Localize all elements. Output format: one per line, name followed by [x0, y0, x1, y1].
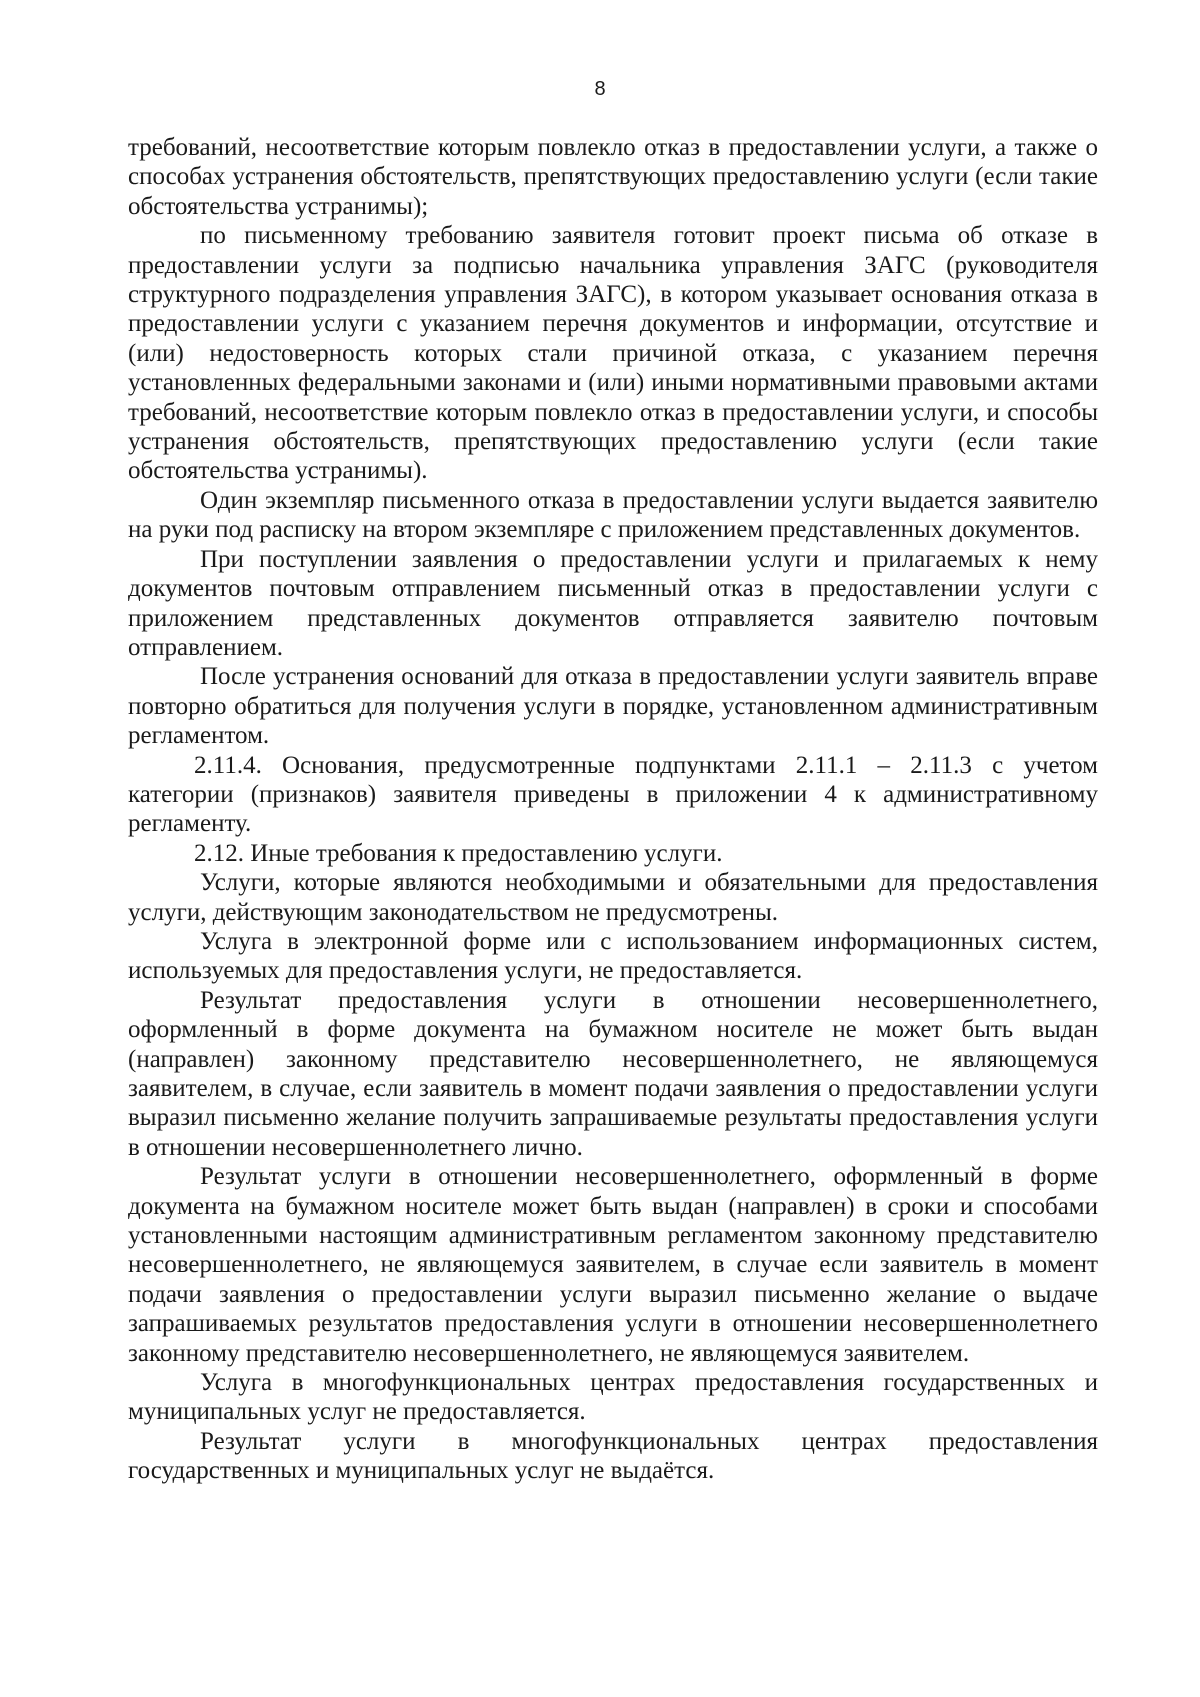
section-2-11-4: 2.11.4. Основания, предусмотренные подпунктами 2.11.1 – 2.11.3 с учетом категории (признаков) заявителя приведены в приложении 4 к административному регламенту.: [128, 751, 1098, 838]
paragraph-minor-result-delivery: Результат услуги в отношении несовершеннолетнего, оформленный в форме документа на бумажном носителе может быть выдан (направлен) в сроки и способами установленными настоящим административным регламентом законному представителю несовершеннолетнего, не являющемуся заявителем, в случае если заявитель в момент подачи заявления о предоставлении услуги выразил письменно желание о выдаче запрашиваемых результатов предоставления услуги в отношении несовершеннолетнего законному представителю несовершеннолетнего, не являющемуся заявителем.: [128, 1163, 1098, 1367]
paragraph-continuation: требований, несоответствие которым повлекло отказ в предоставлении услуги, а также о способах устранения обстоятельств, препятствующих предоставлению услуги (если такие обстоятельства устранимы);: [128, 134, 1098, 220]
paragraph-refusal-copy: Один экземпляр письменного отказа в предоставлении услуги выдается заявителю на руки под расписку на втором экземпляре с приложением представленных документов.: [128, 486, 1098, 544]
paragraph-mandatory-services: Услуги, которые являются необходимыми и обязательными для предоставления услуги, действующим законодательством не предусмотрены.: [128, 869, 1098, 926]
document-body: [128, 133, 1098, 1486]
paragraph-reapplication: После устранения оснований для отказа в предоставлении услуги заявитель вправе повторно обратиться для получения услуги в порядке, установленном административным регламентом.: [128, 663, 1098, 750]
paragraph-mfc-service: Услуга в многофункциональных центрах предоставления государственных и муниципальных услуг не предоставляется.: [128, 1369, 1098, 1426]
paragraph-written-refusal: по письменному требованию заявителя готовит проект письма об отказе в предоставлении услуги за подписью начальника управления ЗАГС (руководителя структурного подразделения управления ЗАГС), в котором указывает основания отказа в предоставлении услуги с указанием перечня документов и информации, отсутствие и (или) недостоверность которых стали причиной отказа, с указанием перечня установленных федеральными законами и (или) иными нормативными правовыми актами требований, несоответствие которым повлекло отказ в предоставлении услуги, и способы устранения обстоятельств, препятствующих предоставлению услуги (если такие обстоятельства устранимы).: [128, 222, 1098, 485]
paragraph-mfc-result: Результат услуги в многофункциональных центрах предоставления государственных и муниципальных услуг не выдаётся.: [128, 1427, 1098, 1485]
paragraph-minor-result-restriction: Результат предоставления услуги в отношении несовершеннолетнего, оформленный в форме документа на бумажном носителе не может быть выдан (направлен) законному представителю несовершеннолетнего, не являющемуся заявителем, в случае, если заявитель в момент подачи заявления о предоставлении услуги выразил письменно желание получить запрашиваемые результаты предоставления услуги в отношении несовершеннолетнего лично.: [128, 986, 1098, 1161]
page-number: 8: [594, 78, 606, 100]
section-2-12-heading: 2.12. Иные требования к предоставлению услуги.: [194, 839, 723, 867]
paragraph-postal-submission: При поступлении заявления о предоставлении услуги и прилагаемых к нему документов почтовым отправлением письменный отказ в предоставлении услуги с приложением представленных документов отправляется заявителю почтовым отправлением.: [128, 545, 1098, 661]
paragraph-electronic-form: Услуга в электронной форме или с использованием информационных систем, используемых для предоставления услуги, не предоставляется.: [128, 927, 1098, 985]
